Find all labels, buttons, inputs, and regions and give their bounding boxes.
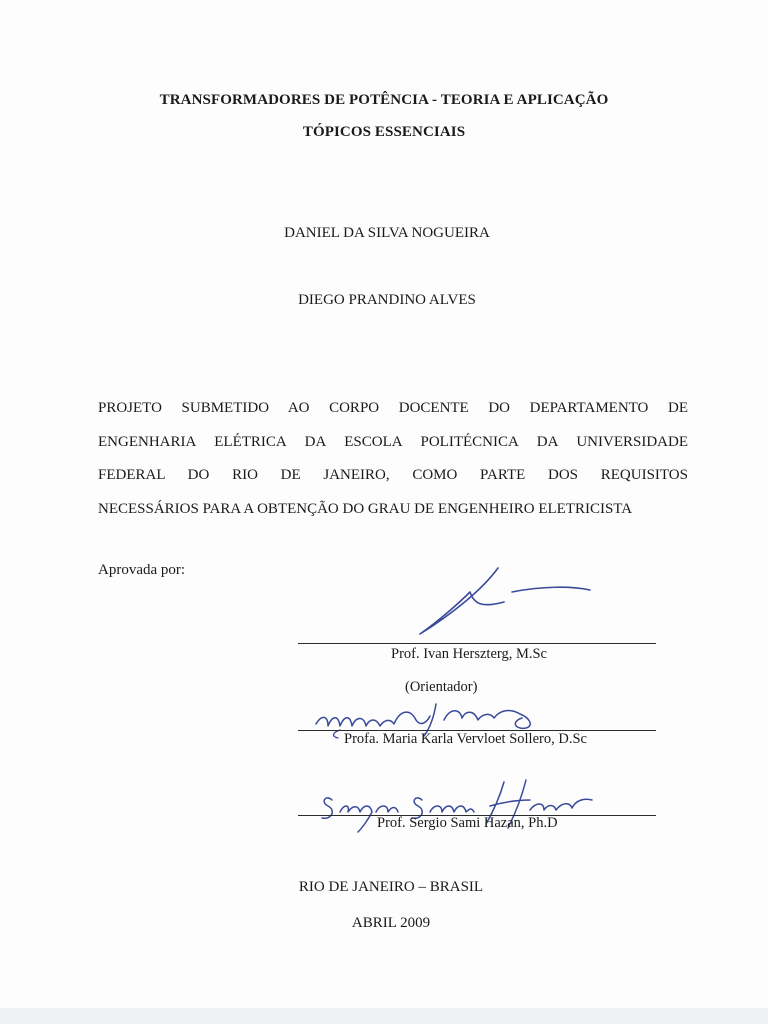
signature-advisor <box>412 562 602 642</box>
date-line: ABRIL 2009 <box>351 915 431 931</box>
signature-line <box>298 643 656 644</box>
statement-line: FEDERAL DO RIO DE JANEIRO, COMO PARTE DOS REQUISITOS <box>98 467 688 484</box>
examiner-role: (Orientador) <box>405 679 478 695</box>
approved-by-label: Aprovada por: <box>98 562 186 578</box>
examiner-name: Profa. Maria Karla Vervloet Sollero, D.Sc <box>344 731 587 747</box>
statement-line: NECESSÁRIOS PARA A OBTENÇÃO DO GRAU DE ENGENHEIRO ELETRICISTA <box>98 500 633 517</box>
submission-statement <box>98 392 688 526</box>
document-subtitle: TÓPICOS ESSENCIAIS <box>302 124 466 140</box>
place-line: RIO DE JANEIRO – BRASIL <box>298 879 484 895</box>
statement-line: ENGENHARIA ELÉTRICA DA ESCOLA POLITÉCNICA DA UNIVERSIDADE <box>98 433 688 450</box>
scan-edge <box>0 1008 768 1024</box>
examiner-name: Prof. Sergio Sami Hazan, Ph.D <box>377 815 558 831</box>
examiner-name: Prof. Ivan Herszterg, M.Sc <box>391 646 547 662</box>
author-name: DIEGO PRANDINO ALVES <box>298 292 476 308</box>
document-title: TRANSFORMADORES DE POTÊNCIA - TEORIA E APLICAÇÃO <box>159 92 609 108</box>
author-name: DANIEL DA SILVA NOGUEIRA <box>284 225 490 241</box>
statement-line: PROJETO SUBMETIDO AO CORPO DOCENTE DO DEPARTAMENTO DE <box>98 400 688 416</box>
